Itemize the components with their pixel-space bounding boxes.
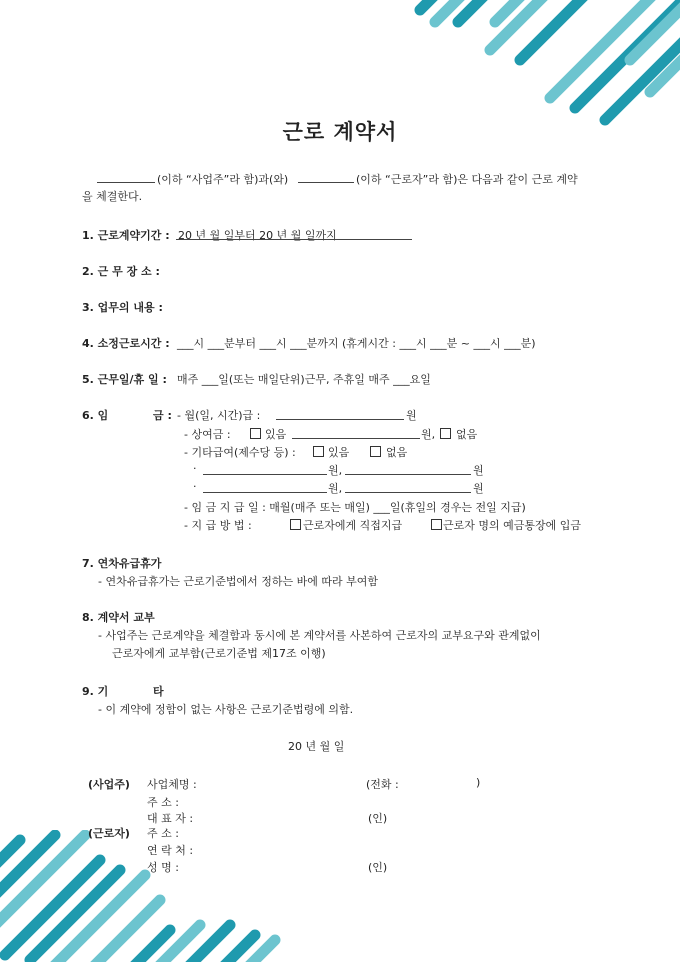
bank-deposit-checkbox[interactable]	[431, 519, 442, 530]
contract-period-underline[interactable]	[176, 239, 412, 240]
section-8-label: 8. 계약서 교부	[82, 611, 155, 624]
payment-method-label: - 지 급 방 법 :	[184, 519, 252, 532]
other-pay-yes-label: 있음	[328, 446, 350, 459]
section-6-label-end: 금 :	[153, 409, 172, 422]
section-2-label: 2. 근 무 장 소 :	[82, 265, 160, 278]
bonus-no-label: 없음	[456, 428, 478, 441]
section-5-label: 5. 근무일/휴 일 :	[82, 373, 167, 386]
other-pay-row-1-item-blank[interactable]	[203, 464, 327, 475]
bottom-left-stripe-decoration	[0, 830, 290, 962]
contract-date: 20 년 월 일	[288, 740, 345, 753]
direct-payment-checkbox[interactable]	[290, 519, 301, 530]
direct-payment-label: 근로자에게 직접지급	[303, 519, 403, 532]
payday-text: - 임 금 지 급 일 : 매월(매주 또는 매일) ___일(휴일의 경우는 전일 지급)	[184, 501, 526, 514]
bonus-yes-label: 있음	[265, 428, 287, 441]
wage-label: - 월(일, 시간)급 :	[177, 409, 261, 422]
section-9-label-end: 타	[153, 685, 164, 698]
section-3-label: 3. 업무의 내용 :	[82, 301, 163, 314]
bank-deposit-label: 근로자 명의 예금통장에 입금	[443, 519, 582, 532]
other-pay-yes-checkbox[interactable]	[313, 446, 324, 457]
bonus-no-checkbox[interactable]	[440, 428, 451, 439]
other-pay-row-1-bullet: ·	[193, 462, 197, 475]
bonus-amount-blank[interactable]	[292, 428, 420, 439]
workday-text: 매주 ___일(또는 매일단위)근무, 주휴일 매주 ___요일	[177, 373, 431, 386]
other-matters-text: - 이 계약에 정함이 없는 사항은 근로기준법령에 의함.	[98, 703, 354, 716]
section-9-label-start: 9. 기	[82, 685, 109, 698]
worker-seal: (인)	[368, 861, 388, 874]
other-pay-row-1-amount-blank[interactable]	[345, 464, 471, 475]
other-pay-row-2-unit-b: 원	[473, 482, 484, 495]
contract-delivery-text-2: 근로자에게 교부함(근로기준법 제17조 이행)	[112, 647, 326, 660]
worker-contact-field: 연 락 처 :	[147, 844, 194, 857]
contract-delivery-text-1: - 사업주는 근로계약을 체결함과 동시에 본 계약서를 사본하여 근로자의 교부요구와 관계없이	[98, 629, 541, 642]
intro-worker-text: (이하 “근로자”라 함)은 다음과 같이 근로 계약	[356, 173, 578, 186]
wage-blank[interactable]	[276, 409, 404, 420]
employer-address-field: 주 소 :	[147, 796, 179, 809]
employer-phone-label: (전화 :	[366, 778, 399, 791]
other-pay-row-2-unit-a: 원,	[328, 482, 343, 495]
section-6-label-start: 6. 임	[82, 409, 109, 422]
other-pay-no-label: 없음	[386, 446, 408, 459]
section-7-label: 7. 연차유급휴가	[82, 557, 162, 570]
wage-unit: 원	[406, 409, 417, 422]
working-hours-text: ___시 ___분부터 ___시 ___분까지 (휴게시간 : ___시 ___분 ~ ___시 ___분)	[177, 337, 536, 350]
other-pay-row-2-bullet: ·	[193, 480, 197, 493]
other-pay-row-2-amount-blank[interactable]	[345, 482, 471, 493]
contract-period-text: 20 년 월 일부터 20 년 월 일까지	[178, 229, 337, 242]
other-pay-label: - 기타급여(제수당 등) :	[184, 446, 296, 459]
other-pay-no-checkbox[interactable]	[370, 446, 381, 457]
section-1-label: 1. 근로계약기간 :	[82, 229, 170, 242]
bonus-label: - 상여금 :	[184, 428, 231, 441]
employer-representative-field: 대 표 자 :	[147, 812, 194, 825]
worker-label: (근로자)	[88, 827, 130, 840]
employer-name-blank[interactable]	[97, 172, 155, 183]
annual-leave-text: - 연차유급휴가는 근로기준법에서 정하는 바에 따라 부여함	[98, 575, 378, 588]
other-pay-row-1-unit-a: 원,	[328, 464, 343, 477]
worker-name-field: 성 명 :	[147, 861, 179, 874]
worker-address-field: 주 소 :	[147, 827, 179, 840]
employer-company-field: 사업체명 :	[147, 778, 197, 791]
employer-phone-close: )	[476, 776, 481, 789]
employer-seal: (인)	[368, 812, 388, 825]
other-pay-row-2-item-blank[interactable]	[203, 482, 327, 493]
section-4-label: 4. 소정근로시간 :	[82, 337, 170, 350]
document-title: 근로 계약서	[282, 120, 398, 144]
worker-name-blank[interactable]	[298, 172, 354, 183]
other-pay-row-1-unit-b: 원	[473, 464, 484, 477]
top-right-stripe-decoration	[400, 0, 680, 130]
employer-label: (사업주)	[88, 778, 130, 791]
bonus-unit: 원,	[421, 428, 436, 441]
intro-employer-text: (이하 “사업주”라 함)과(와)	[157, 173, 289, 186]
bonus-yes-checkbox[interactable]	[250, 428, 261, 439]
intro-line-2: 을 체결한다.	[82, 190, 143, 203]
